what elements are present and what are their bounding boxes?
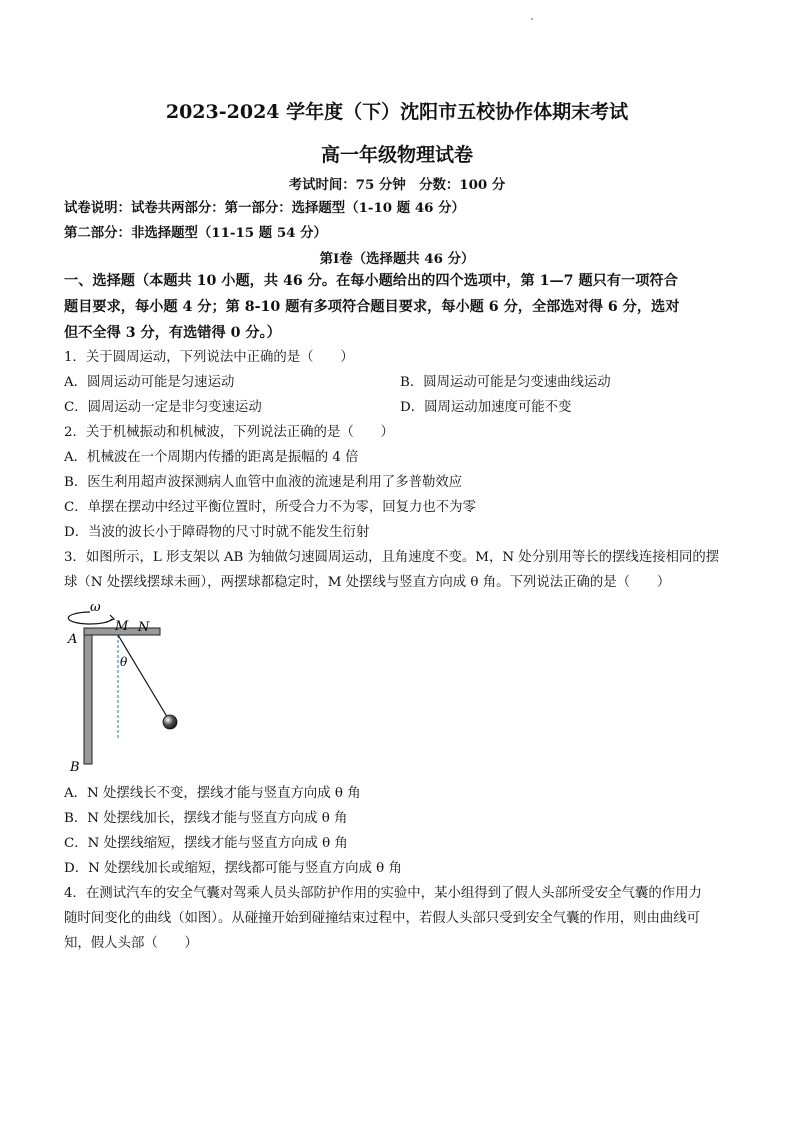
question-3-stem-line2: 球（N 处摆线摆球未画），两摆球都稳定时，M 处摆线与竖直方向成 θ 角。下列说法正确的是（ ） [64,575,671,590]
label-theta: θ [120,655,128,669]
question-3-stem-line1: 3．如图所示，L 形支架以 AB 为轴做匀速圆周运动，且角速度不变。M，N 处分别用等长的摆线连接相同的摆 [64,550,720,565]
label-b: B [70,760,80,775]
exam-note-line1: 试卷说明：试卷共两部分：第一部分：选择题型（1-10 题 46 分） [64,200,465,216]
question-2-option-d: D．当波的波长小于障碍物的尺寸时就不能发生衍射 [64,525,370,540]
question-2-stem: 2．关于机械振动和机械波，下列说法正确的是（ ） [64,425,394,440]
exam-note-line2: 第二部分：非选择题型（11-15 题 54 分） [64,225,327,241]
section-instructions-line3: 但不全得 3 分，有选错得 0 分。） [64,325,281,341]
question-4-stem-line1: 4．在测试汽车的安全气囊对驾乘人员头部防护作用的实验中，某小组得到了假人头部所受安全气囊的作用力 [64,886,702,901]
question-1-option-a: A．圆周运动可能是匀速运动 [64,375,235,390]
question-3-option-b: B．N 处摆线加长，摆线才能与竖直方向成 θ 角 [64,811,348,826]
exam-title: 2023-2024 学年度（下）沈阳市五校协作体期末考试 [165,101,629,123]
question-2-option-c: C．单摆在摆动中经过平衡位置时，所受合力不为零，回复力也不为零 [64,500,476,515]
exam-info: 考试时间：75 分钟 分数：100 分 [288,177,506,193]
pendulum-string [118,635,169,720]
pendulum-ball [163,715,177,729]
label-omega: ω [90,600,101,615]
question-2-option-b: B．医生利用超声波探测病人血管中血液的流速是利用了多普勒效应 [64,475,463,490]
question-3-option-d: D．N 处摆线加长或缩短，摆线都可能与竖直方向成 θ 角 [64,861,402,876]
question-1-option-b: B．圆周运动可能是匀变速曲线运动 [400,375,611,390]
question-4-stem-line3: 知，假人头部（ ） [64,936,198,951]
question-3-option-c: C．N 处摆线缩短，摆线才能与竖直方向成 θ 角 [64,836,348,851]
label-n: N [138,620,150,635]
question-1-stem: 1．关于圆周运动，下列说法中正确的是（ ） [64,350,354,365]
question-4-stem-line2: 随时间变化的曲线（如图）。从碰撞开始到碰撞结束过程中，若假人头部只受到安全气囊的作用，则由曲线可 [64,911,701,926]
label-m: M [115,619,129,634]
section-instructions-line2: 题目要求，每小题 4 分；第 8-10 题有多项符合题目要求，每小题 6 分，全部选对得 6 分，选对 [64,299,680,315]
l-bracket-pendulum-figure [60,600,190,780]
question-1-option-d: D．圆周运动加速度可能不变 [400,400,572,415]
rotation-arrowhead-icon [109,615,114,621]
label-a: A [68,632,78,647]
exam-subtitle: 高一年级物理试卷 [320,144,473,166]
question-2-option-a: A．机械波在一个周期内传播的距离是振幅的 4 倍 [64,450,359,465]
question-3-option-a: A．N 处摆线长不变，摆线才能与竖直方向成 θ 角 [64,786,361,801]
section-instructions-line1: 一、选择题（本题共 10 小题，共 46 分。在每小题给出的四个选项中，第 1—7 题只有一项符合 [64,273,678,289]
vertical-support-bar [84,628,92,764]
part-title: 第Ⅰ卷（选择题共 46 分） [319,251,475,267]
scan-dot [531,18,533,20]
question-1-option-c: C．圆周运动一定是非匀变速运动 [64,400,262,415]
